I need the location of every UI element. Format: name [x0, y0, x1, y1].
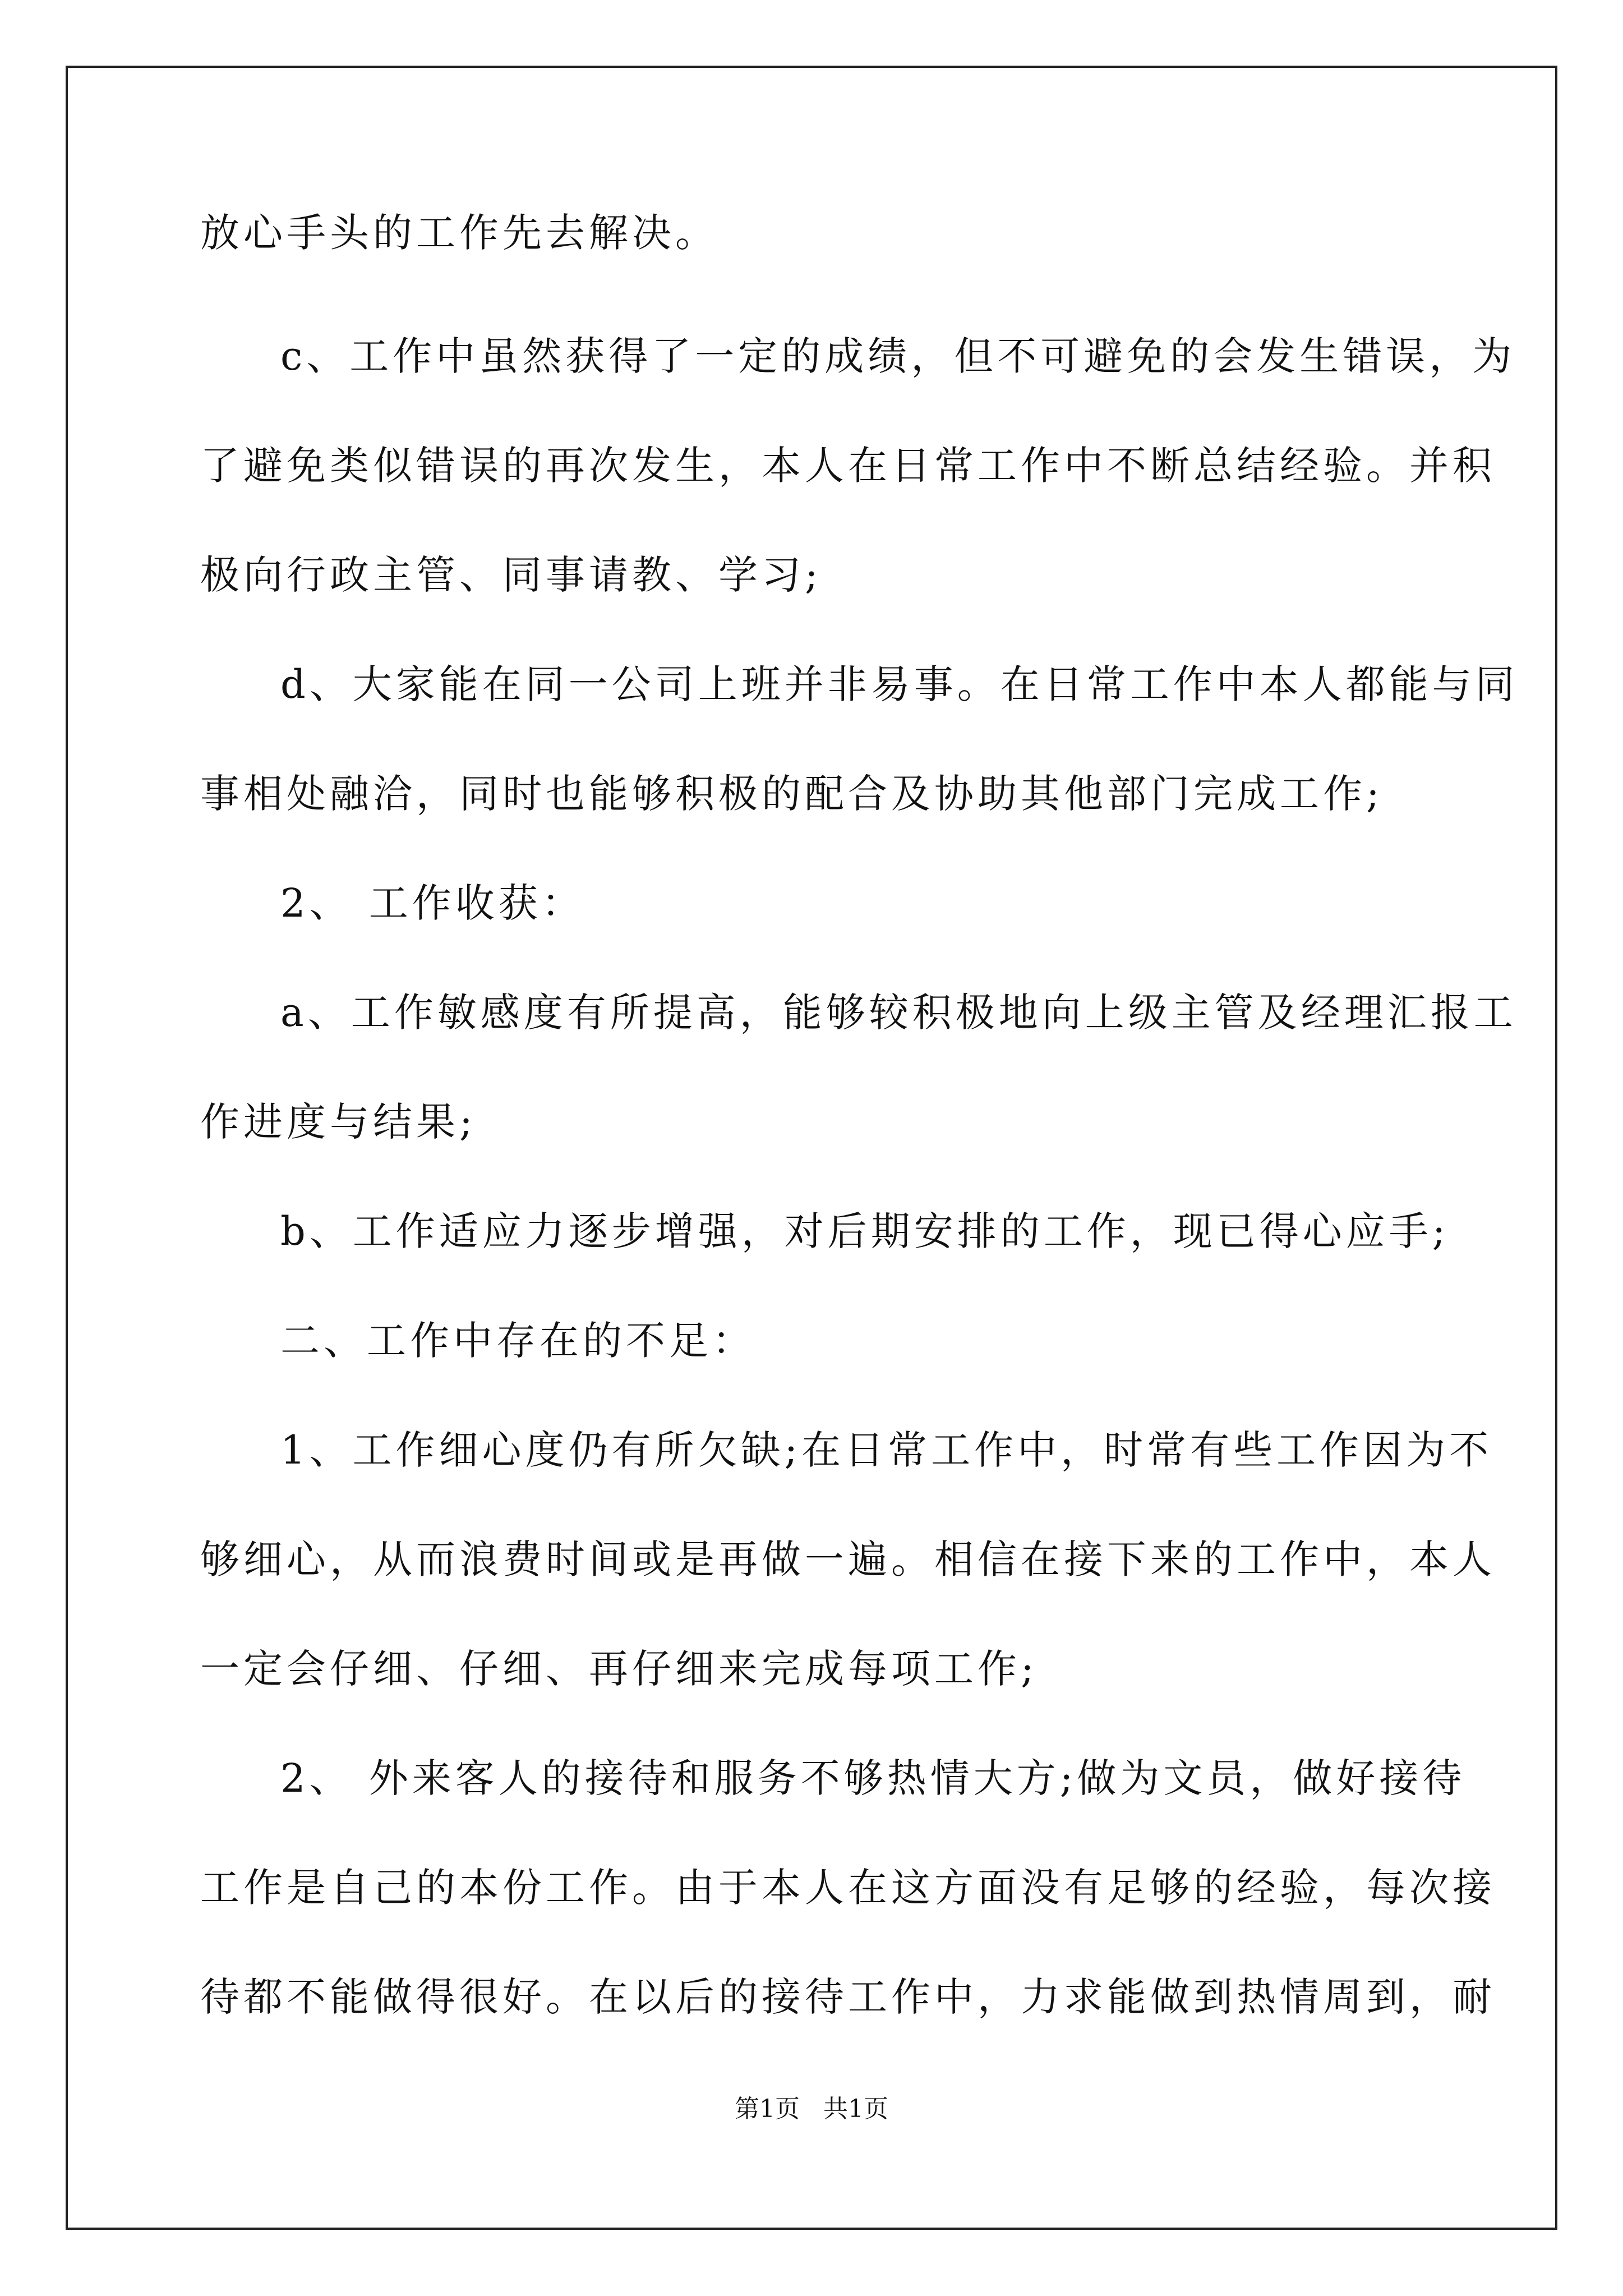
- text-line-6: 事相处融洽，同时也能够积极的配合及协助其他部门完成工作;: [200, 771, 1384, 817]
- text-line-9: 作进度与结果;: [200, 1099, 477, 1145]
- text-line-7: 2、 工作收获：: [280, 880, 585, 926]
- text-line-11: 二、工作中存在的不足：: [280, 1318, 755, 1364]
- text-line-2: c、工作中虽然获得了一定的成绩，但不可避免的会发生错误，为: [280, 333, 1516, 379]
- text-line-3: 了避免类似错误的再次发生，本人在日常工作中不断总结经验。并积: [200, 443, 1496, 489]
- text-line-16: 工作是自己的本份工作。由于本人在这方面没有足够的经验，每次接: [200, 1865, 1496, 1911]
- text-line-1: 放心手头的工作先去解决。: [200, 210, 718, 256]
- text-line-12: 1、工作细心度仍有所欠缺;在日常工作中，时常有些工作因为不: [280, 1427, 1493, 1473]
- text-line-5: d、大家能在同一公司上班并非易事。在日常工作中本人都能与同: [280, 661, 1519, 707]
- document-body: [200, 0, 1519, 2020]
- text-line-10: b、工作适应力逐步增强，对后期安排的工作，现已得心应手;: [280, 1208, 1450, 1254]
- text-line-17: 待都不能做得很好。在以后的接待工作中，力求能做到热情周到，耐: [200, 1974, 1496, 2020]
- text-line-15: 2、 外来客人的接待和服务不够热情大方;做为文员，做好接待: [280, 1755, 1466, 1801]
- text-line-4: 极向行政主管、同事请教、学习;: [200, 552, 822, 598]
- page-number-footer: 第1页 共1页: [735, 2095, 888, 2123]
- text-line-14: 一定会仔细、仔细、再仔细来完成每项工作;: [200, 1646, 1038, 1692]
- text-line-8: a、工作敏感度有所提高，能够较积极地向上级主管及经理汇报工: [280, 990, 1517, 1036]
- text-line-13: 够细心，从而浪费时间或是再做一遍。相信在接下来的工作中，本人: [200, 1536, 1496, 1582]
